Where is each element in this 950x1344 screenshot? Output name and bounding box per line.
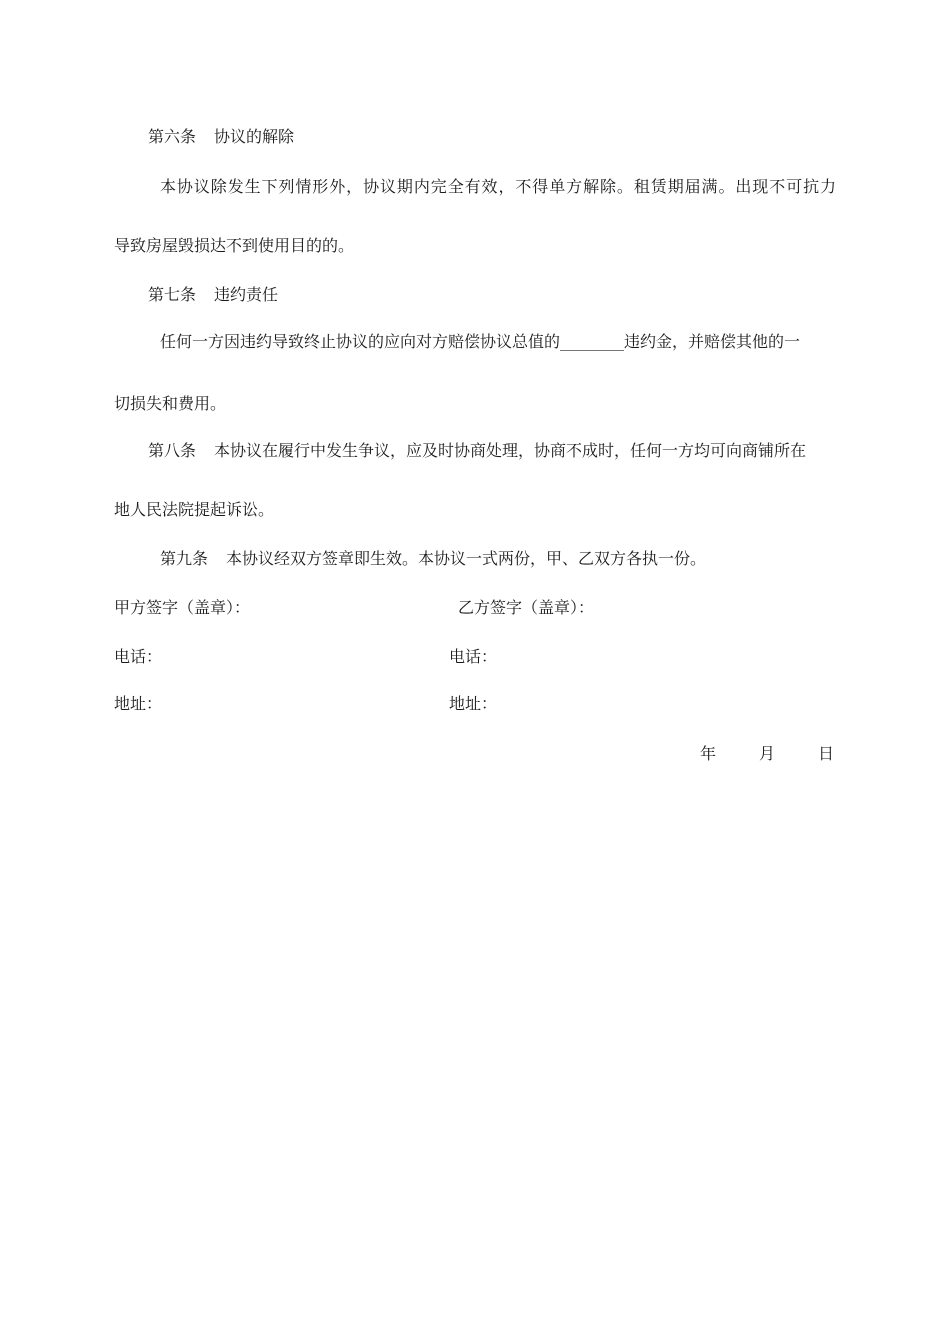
art6-paragraph-text1: 本协议除发生下列情形外，协议期内完全有效，不得单方解除。租赁期届满。出现不可抗力 bbox=[160, 177, 837, 196]
art9-text: 本协议经双方签章即生效。本协议一式两份，甲、乙双方各执一份。 bbox=[226, 549, 707, 568]
date-year: 年 bbox=[700, 744, 717, 763]
art7-heading-number: 第七条 bbox=[148, 285, 197, 304]
art6-paragraph-text2: 导致房屋毁损达不到使用目的的。 bbox=[114, 236, 355, 255]
art6-heading-number: 第六条 bbox=[148, 127, 197, 146]
art7-heading-title: 违约责任 bbox=[214, 285, 279, 304]
art7-paragraph-text2: 切损失和费用。 bbox=[114, 394, 227, 413]
art6-paragraph-line2 bbox=[114, 236, 354, 256]
art8-text2: 地人民法院提起诉讼。 bbox=[114, 500, 275, 519]
art6-paragraph-line1 bbox=[160, 177, 836, 197]
party-a-sign-label: 甲方签字（盖章）： bbox=[114, 598, 251, 617]
art9-heading-number: 第九条 bbox=[160, 549, 209, 568]
party-b-sign-label: 乙方签字（盖章）： bbox=[458, 598, 595, 617]
party-a-phone-label: 电话： bbox=[114, 647, 163, 666]
date-day: 日 bbox=[818, 744, 835, 763]
art8-text1: 本协议在履行中发生争议，应及时协商处理，协商不成时，任何一方均可向商铺所在 bbox=[214, 441, 807, 460]
art8-heading-number: 第八条 bbox=[148, 441, 197, 460]
art7-paragraph-text1a: 任何一方因违约导致终止协议的应向对方赔偿协议总值的 bbox=[160, 332, 561, 351]
art7-paragraph-text1b: 违约金，并赔偿其他的一 bbox=[624, 332, 801, 351]
date-month: 月 bbox=[759, 744, 776, 763]
art6-heading bbox=[148, 127, 294, 147]
penalty-blank: ________ bbox=[560, 332, 625, 351]
party-a-address-label: 地址： bbox=[114, 694, 163, 713]
art7-heading bbox=[148, 285, 278, 305]
party-b-phone-label: 电话： bbox=[449, 647, 498, 666]
art7-paragraph-line1 bbox=[160, 332, 836, 352]
art8-line2 bbox=[114, 500, 274, 520]
art9-line bbox=[160, 549, 706, 569]
art8-line1 bbox=[148, 441, 836, 461]
art6-heading-title: 协议的解除 bbox=[214, 127, 295, 146]
party-b-address-label: 地址： bbox=[449, 694, 498, 713]
art7-paragraph-line2 bbox=[114, 394, 226, 414]
